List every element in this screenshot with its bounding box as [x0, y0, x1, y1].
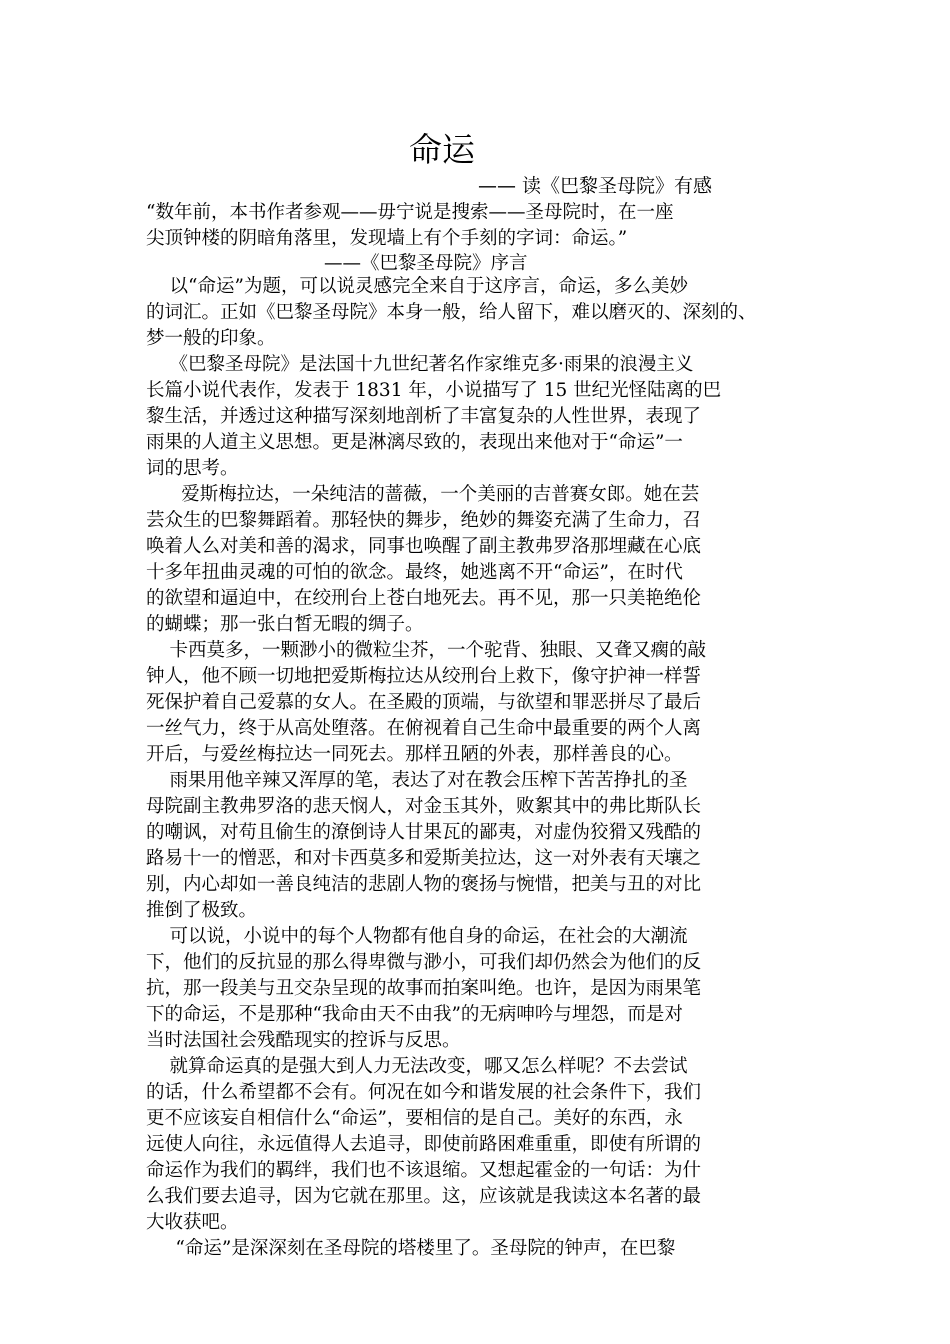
body-line: 大收获吧。 [146, 1212, 239, 1233]
body-text [146, 274, 826, 1262]
epigraph [146, 200, 826, 252]
body-line: 更不应该妄自相信什么“命运”，要相信的是自己。美好的东西，永 [146, 1108, 683, 1129]
epigraph-line: “数年前，本书作者参观——毋宁说是搜索——圣母院时，在一座 [146, 202, 674, 223]
body-line: 《巴黎圣母院》是法国十九世纪著名作家维克多·雨果的浪漫主义 [146, 354, 694, 375]
body-line: 可以说，小说中的每个人物都有他自身的命运，在社会的大潮流 [146, 926, 688, 947]
page-subtitle: —— 读《巴黎圣母院》有感 [478, 175, 713, 197]
body-line: 的嘲讽，对苟且偷生的潦倒诗人甘果瓦的鄙夷，对虚伪狡猾又残酷的 [146, 822, 702, 843]
body-line: 路易十一的憎恶，和对卡西莫多和爱斯美拉达，这一对外表有天壤之 [146, 848, 702, 869]
body-line: 雨果的人道主义思想。更是淋漓尽致的，表现出来他对于“命运”一 [146, 432, 683, 453]
body-line: 长篇小说代表作，发表于 1831 年，小说描写了 15 世纪光怪陆离的巴 [146, 380, 722, 401]
body-line: 开后，与爱丝梅拉达一同死去。那样丑陋的外表，那样善良的心。 [146, 744, 683, 765]
body-line: 爱斯梅拉达，一朵纯洁的蔷薇，一个美丽的吉普赛女郎。她在芸 [146, 484, 700, 505]
body-line: 黎生活，并透过这种描写深刻地剖析了丰富复杂的人性世界，表现了 [146, 406, 702, 427]
epigraph-source: ——《巴黎圣母院》序言 [324, 253, 528, 274]
body-line: 钟人，他不顾一切地把爱斯梅拉达从绞刑台上救下，像守护神一样誓 [146, 666, 702, 687]
body-line: 一丝气力，终于从高处堕落。在俯视着自己生命中最重要的两个人离 [146, 718, 702, 739]
body-line: 雨果用他辛辣又浑厚的笔，表达了对在教会压榨下苦苦挣扎的圣 [146, 770, 688, 791]
body-line: 词的思考。 [146, 458, 239, 479]
body-line: 当时法国社会残酷现实的控诉与反思。 [146, 1030, 461, 1051]
body-line: 母院副主教弗罗洛的悲天悯人，对金玉其外，败絮其中的弗比斯队长 [146, 796, 702, 817]
body-line: 卡西莫多，一颗渺小的微粒尘芥，一个驼背、独眼、又聋又瘸的敲 [146, 640, 707, 661]
body-line: 抗，那一段美与丑交杂呈现的故事而拍案叫绝。也许，是因为雨果笔 [146, 978, 702, 999]
body-line: 下的命运，不是那种“我命由天不由我”的无病呻吟与埋怨，而是对 [146, 1004, 683, 1025]
body-line: 的欲望和逼迫中，在绞刑台上苍白地死去。再不见，那一只美艳绝伦 [146, 588, 702, 609]
epigraph-line: 尖顶钟楼的阴暗角落里，发现墙上有个手刻的字词：命运。” [146, 228, 628, 249]
body-line: 远使人向往，永远值得人去追寻，即使前路困难重重，即使有所谓的 [146, 1134, 702, 1155]
body-line: 别，内心却如一善良纯洁的悲剧人物的褒扬与惋惜，把美与丑的对比 [146, 874, 702, 895]
body-line: 下，他们的反抗显的那么得卑微与渺小，可我们却仍然会为他们的反 [146, 952, 702, 973]
body-line: 命运作为我们的羁绊，我们也不该退缩。又想起霍金的一句话：为什 [146, 1160, 702, 1181]
body-line: 的话，什么希望都不会有。何况在如今和谐发展的社会条件下，我们 [146, 1082, 702, 1103]
body-line: 十多年扭曲灵魂的可怕的欲念。最终，她逃离不开“命运”，在时代 [146, 562, 683, 583]
body-line: 死保护着自己爱慕的女人。在圣殿的顶端，与欲望和罪恶拼尽了最后 [146, 692, 702, 713]
body-line: 么我们要去追寻，因为它就在那里。这，应该就是我读这本名著的最 [146, 1186, 702, 1207]
body-line: 芸众生的巴黎舞蹈着。那轻快的舞步，绝妙的舞姿充满了生命力，召 [146, 510, 702, 531]
body-line: 的蝴蝶；那一张白皙无暇的绸子。 [146, 614, 424, 635]
body-line: 就算命运真的是强大到人力无法改变，哪又怎么样呢？不去尝试 [146, 1056, 688, 1077]
body-line: 以“命运”为题，可以说灵感完全来自于这序言，命运，多么美妙 [146, 276, 688, 297]
body-line: “命运”是深深刻在圣母院的塔楼里了。圣母院的钟声，在巴黎 [146, 1238, 676, 1259]
body-line: 梦一般的印象。 [146, 328, 276, 349]
page-title: 命运 [409, 130, 475, 169]
body-line: 唤着人么对美和善的渴求，同事也唤醒了副主教弗罗洛那埋藏在心底 [146, 536, 702, 557]
body-line: 的词汇。正如《巴黎圣母院》本身一般，给人留下，难以磨灭的、深刻的、 [146, 302, 757, 323]
body-line: 推倒了极致。 [146, 900, 258, 921]
